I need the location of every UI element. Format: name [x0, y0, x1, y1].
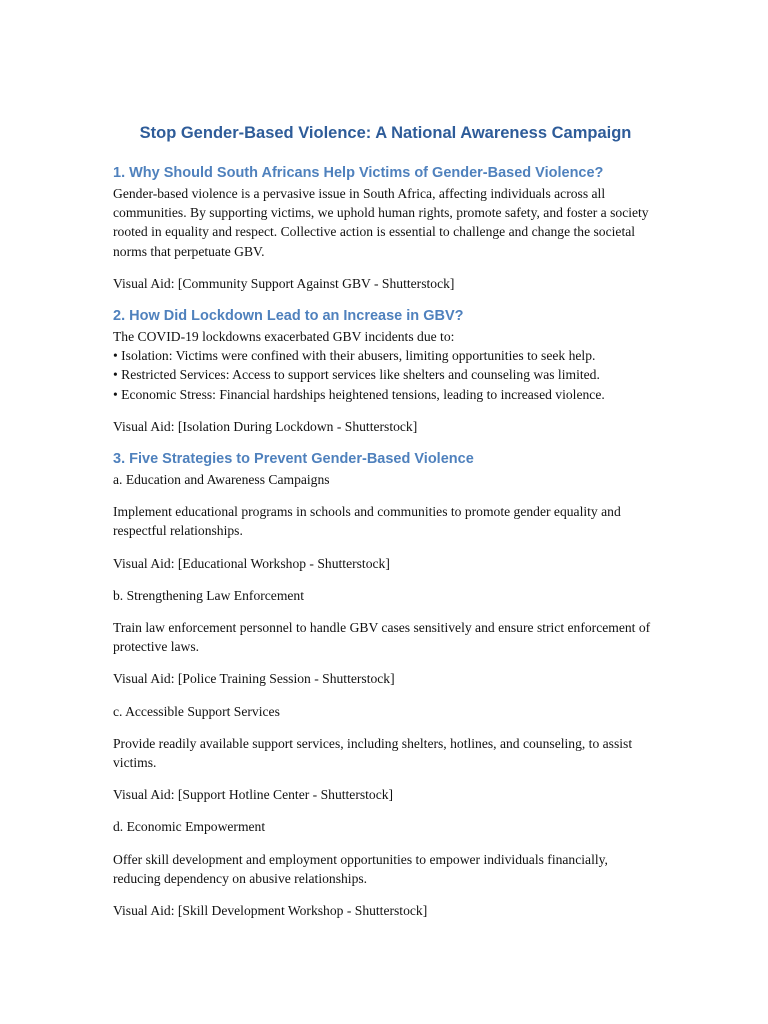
strategy-body: Provide readily available support services, including shelters, hotlines, and counseling, to assist victims.: [113, 735, 633, 771]
section-2-heading: 2. How Did Lockdown Lead to an Increase in GBV?: [113, 308, 464, 325]
section-2-visual-aid: Visual Aid: [Isolation During Lockdown - Shutterstock]: [113, 418, 418, 434]
strategy-body: Offer skill development and employment opportunities to empower individuals financially, reducing dependency on abusive relationships.: [113, 851, 608, 886]
strategy-label: c. Accessible Support Services: [113, 703, 280, 719]
strategy-visual-aid: Visual Aid: [Educational Workshop - Shutterstock]: [113, 555, 390, 571]
section-1-visual-aid: Visual Aid: [Community Support Against GBV - Shutterstock]: [113, 275, 455, 291]
strategy-visual-aid: Visual Aid: [Support Hotline Center - Shutterstock]: [113, 787, 394, 803]
strategy-label: a. Education and Awareness Campaigns: [113, 472, 330, 488]
section-1-heading: 1. Why Should South Africans Help Victims of Gender-Based Violence?: [113, 165, 604, 181]
strategy-visual-aid: Visual Aid: [Skill Development Workshop - Shutterstock]: [113, 903, 428, 919]
strategy-visual-aid: Visual Aid: [Police Training Session - Shutterstock]: [113, 671, 395, 687]
section-1-body: Gender-based violence is a pervasive issue in South Africa, affecting individuals across all communities. By supporting victims, we uphold human rights, promote safety, and foster a society rooted in equality and respect. Collective action is essential to challenge and change the societal norms that perpetuate GBV.: [113, 186, 649, 259]
document-title: Stop Gender-Based Violence: A National Awareness Campaign: [139, 124, 632, 142]
strategy-label: d. Economic Empowerment: [113, 819, 266, 835]
strategy-body: Train law enforcement personnel to handle GBV cases sensitively and ensure strict enforcement of protective laws.: [113, 620, 651, 655]
section-2-bullet: • Isolation: Victims were confined with their abusers, limiting opportunities to seek help.: [113, 348, 596, 364]
strategy-body: Implement educational programs in schools and communities to promote gender equality and respectful relationships.: [113, 504, 621, 539]
section-2-bullet: • Restricted Services: Access to support services like shelters and counseling was limited.: [113, 367, 600, 383]
document-page: [113, 120, 658, 920]
section-3-heading: 3. Five Strategies to Prevent Gender-Based Violence: [113, 451, 474, 468]
section-2-bullet: • Economic Stress: Financial hardships heightened tensions, leading to increased violence.: [113, 386, 605, 402]
strategy-label: b. Strengthening Law Enforcement: [113, 587, 305, 603]
section-2-intro: The COVID-19 lockdowns exacerbated GBV incidents due to:: [113, 329, 455, 345]
